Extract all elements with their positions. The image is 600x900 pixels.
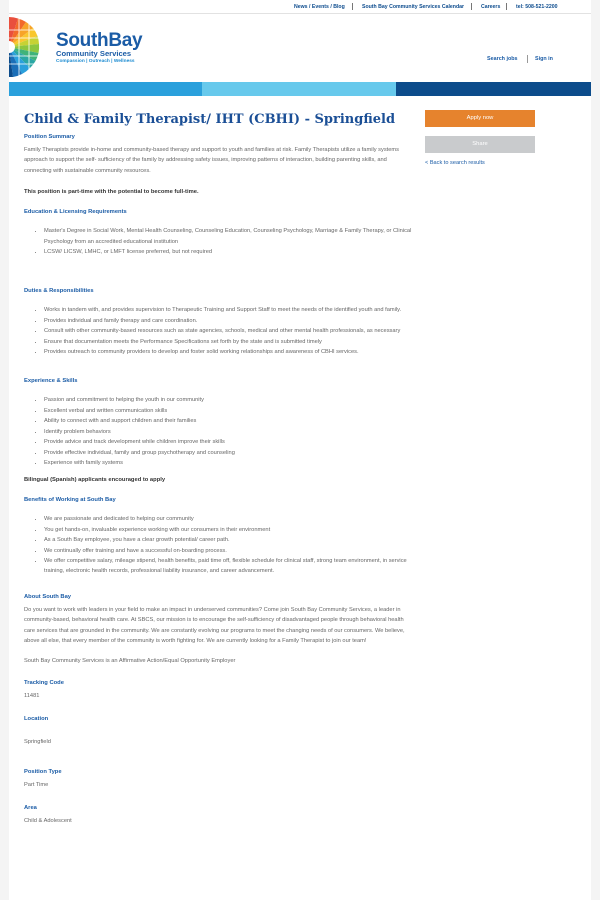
education-list	[24, 226, 412, 257]
header-divider	[527, 55, 528, 63]
position-type-heading: Position Type	[24, 768, 62, 775]
color-band-left	[9, 82, 202, 96]
list-item: • Identify problem behaviors	[44, 427, 412, 437]
topbar-divider	[471, 3, 472, 10]
list-item: • We are passionate and dedicated to helping our community	[44, 514, 412, 524]
topbar-divider	[352, 3, 353, 10]
area-value: Child & Adolescent	[24, 818, 72, 824]
list-item: • You get hands-on, invaluable experience working with our consumers in their environment	[44, 525, 412, 535]
calendar-link[interactable]: South Bay Community Services Calendar	[362, 4, 465, 10]
color-band-middle	[202, 82, 396, 96]
job-description	[24, 112, 412, 826]
list-item: • Works in tandem with, and provides supervision to Therapeutic Training and Support Staff to meet the needs of the identified youth and family.	[44, 305, 412, 315]
experience-heading: Experience & Skills	[24, 378, 78, 385]
list-item: • Provides outreach to community providers to develop and foster solid working relationships and awareness of CBHI services.	[44, 347, 412, 357]
tracking-code-heading: Tracking Code	[24, 679, 64, 686]
news-events-blog-link[interactable]: News / Events / Blog	[294, 4, 345, 10]
share-button[interactable]: Share	[425, 136, 535, 153]
sign-in-link[interactable]: Sign in	[535, 56, 553, 62]
area-heading: Area	[24, 805, 37, 811]
list-item: • Consult with other community-based resources such as state agencies, schools, medical and other mental health professionals, as necessary	[44, 326, 412, 336]
back-to-search-results-link[interactable]: < Back to search results	[425, 160, 485, 166]
search-jobs-link[interactable]: Search jobs	[487, 56, 518, 62]
list-item: • As a South Bay employee, you have a clear growth potential/ career path.	[44, 535, 412, 545]
part-time-note: This position is part-time with the potential to become full-time.	[24, 189, 199, 196]
list-item: • Master's Degree in Social Work, Mental Health Counseling, Counseling Education, Counseling Psychology, Marriage & Family Therapy, or Clinical Psychology from an accredited educational institution	[44, 226, 412, 247]
list-item: • Ensure that documentation meets the Performance Specifications set forth by the state and is submitted timely	[44, 337, 412, 347]
about-heading: About South Bay	[24, 593, 72, 600]
careers-link[interactable]: Careers	[481, 4, 501, 10]
eeo-statement: South Bay Community Services is an Affirmative Action/Equal Opportunity Employer	[24, 658, 236, 665]
logo-title[interactable]: SouthBay	[56, 30, 143, 51]
logo-tagline: Compassion | Outreach | Wellness	[56, 59, 135, 64]
list-item: • We offer competitive salary, mileage stipend, health benefits, paid time off, flexible schedule for clinical staff, strong team environment, in service training, electronic health records, professional liability insurance, and career advancement.	[44, 556, 412, 577]
duties-heading: Duties & Responsibilities	[24, 288, 94, 295]
logo-subtitle: Community Services	[56, 49, 132, 58]
bilingual-note: Bilingual (Spanish) applicants encouraged to apply	[24, 477, 166, 484]
education-heading: Education & Licensing Requirements	[24, 209, 127, 216]
position-summary-heading: Position Summary	[24, 134, 75, 140]
list-item: • Provide advice and track development while children improve their skills	[44, 437, 412, 447]
list-item: • We continually offer training and have a successful on-boarding process.	[44, 546, 412, 556]
topbar-divider	[506, 3, 507, 10]
sunburst-logo-icon[interactable]	[9, 16, 42, 78]
benefits-heading: Benefits of Working at South Bay	[24, 497, 116, 504]
list-item: • Provide effective individual, family and group psychotherapy and counseling	[44, 448, 412, 458]
list-item: • Excellent verbal and written communication skills	[44, 406, 412, 416]
location-value: Springfield	[24, 739, 51, 746]
location-heading: Location	[24, 716, 49, 723]
apply-now-button[interactable]: Apply now	[425, 110, 535, 127]
benefits-list	[24, 514, 412, 576]
job-title: Child & Family Therapist/ IHT (CBHI) - Springfield	[24, 112, 396, 127]
list-item: • Ability to connect with and support children and their families	[44, 416, 412, 426]
duties-list	[24, 305, 412, 357]
page	[9, 0, 591, 900]
list-item: • Provides individual and family therapy and care coordination.	[44, 316, 412, 326]
telephone-link[interactable]: tel: 508-521-2200	[516, 4, 558, 10]
experience-list	[24, 395, 412, 468]
list-item: • Experience with family systems	[44, 458, 412, 468]
list-item: • Passion and commitment to helping the youth in our community	[44, 395, 412, 405]
list-item: • LCSW/ LICSW, LMHC, or LMFT license preferred, but not required	[44, 247, 412, 257]
about-text: Do you want to work with leaders in your field to make an impact in underserved communities? Come join South Bay Community Services, a leader in community-based, behavioral health care. At SBCS, our mission is to encourage the self-sufficiency of disadvantaged people through behavioral health care services that are grounded in the community. We are constantly evolving our programs to meet the changing needs of our consumers. We believe, above all else, that every member of the community is worth fighting for. We are currently looking for a Family Therapist to join our team!	[24, 606, 405, 644]
top-utility-bar	[9, 0, 591, 14]
tracking-code-value: 11481	[24, 692, 40, 699]
position-summary-text: Family Therapists provide in-home and community-based therapy and support to youth and families at risk. Family Therapists utilize a family systems approach to support the self- sufficiency of the family by addressing safety issues, improving patterns of interaction, building parenting skills, and connecting with sustainable community resources.	[24, 147, 400, 174]
position-type-value: Part Time	[24, 781, 49, 788]
color-band-right	[396, 82, 591, 96]
